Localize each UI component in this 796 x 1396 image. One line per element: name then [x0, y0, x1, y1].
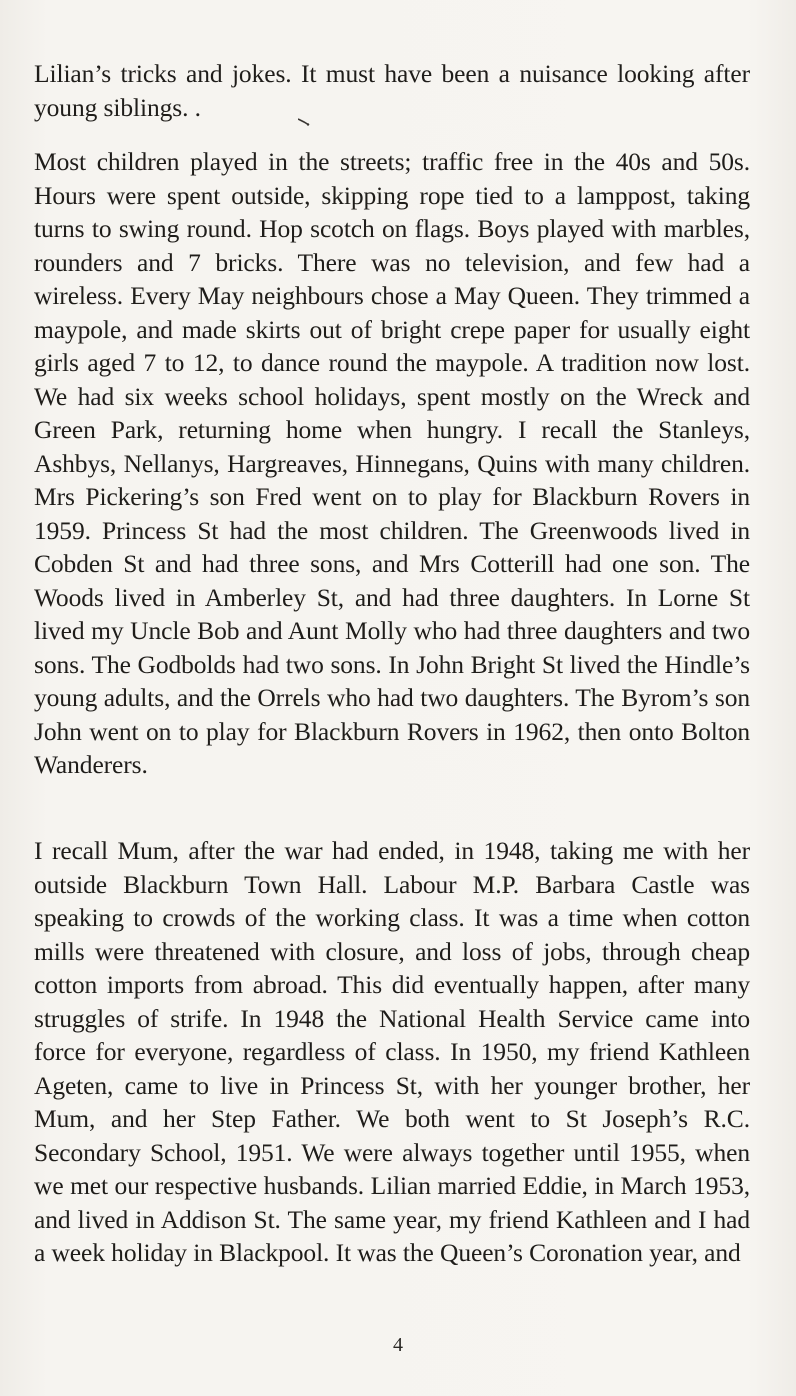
paragraph-street-games: Most children played in the streets; traffic free in the 40s and 50s. Hours were spent outside, skipping rope tied to a lamppost, taking turns to swing round. Hop scotch on flags. Boys played with marbles, rounders and 7 bricks. There was no television, and few had a wireless. Every May neighbours chose a May Queen. They trimmed a maypole, and made skirts out of bright crepe paper for usually eight girls aged 7 to 12, to dance round the maypole. A tradition now lost. We had six weeks school holidays, spent mostly on the Wreck and Green Park, returning home when hungry. I recall the Stanleys, Ashbys, Nellanys, Hargreaves, Hinnegans, Quins with many children. Mrs Pickering’s son Fred went on to play for Blackburn Rovers in 1959. Princess St had the most children. The Greenwoods lived in Cobden St and had three sons, and Mrs Cotterill had one son. The Woods lived in Amberley St, and had three daughters. In Lorne St lived my Uncle Bob and Aunt Molly who had three daughters and two sons. The Godbolds had two sons. In John Bright St lived the Hindle’s young adults, and the Orrels who had two daughters. The Byrom’s son John went on to play for Blackburn Rovers in 1962, then onto Bolton Wanderers.: [34, 147, 750, 779]
page-number: 4: [393, 1334, 403, 1356]
ink-speck-mark: [298, 118, 310, 126]
paragraph-siblings: Lilian’s tricks and jokes. It must have been a nuisance looking after young siblings. .: [34, 59, 750, 122]
paragraph-town-hall: I recall Mum, after the war had ended, in 1948, taking me with her outside Blackburn Town Hall. Labour M.P. Barbara Castle was speaking to crowds of the working class. It was a time when cotton mills were threatened with closure, and loss of jobs, through cheap cotton imports from abroad. This did eventually happen, after many struggles of strife. In 1948 the National Health Service came into force for everyone, regardless of class. In 1950, my friend Kathleen Ageten, came to live in Princess St, with her younger brother, her Mum, and her Step Father. We both went to St Joseph’s R.C. Secondary School, 1951. We were always together until 1955, when we met our respective husbands. Lilian married Eddie, in March 1953, and lived in Addison St. The same year, my friend Kathleen and I had a week holiday in Blackpool. It was the Queen’s Coronation year, and: [34, 836, 750, 1267]
